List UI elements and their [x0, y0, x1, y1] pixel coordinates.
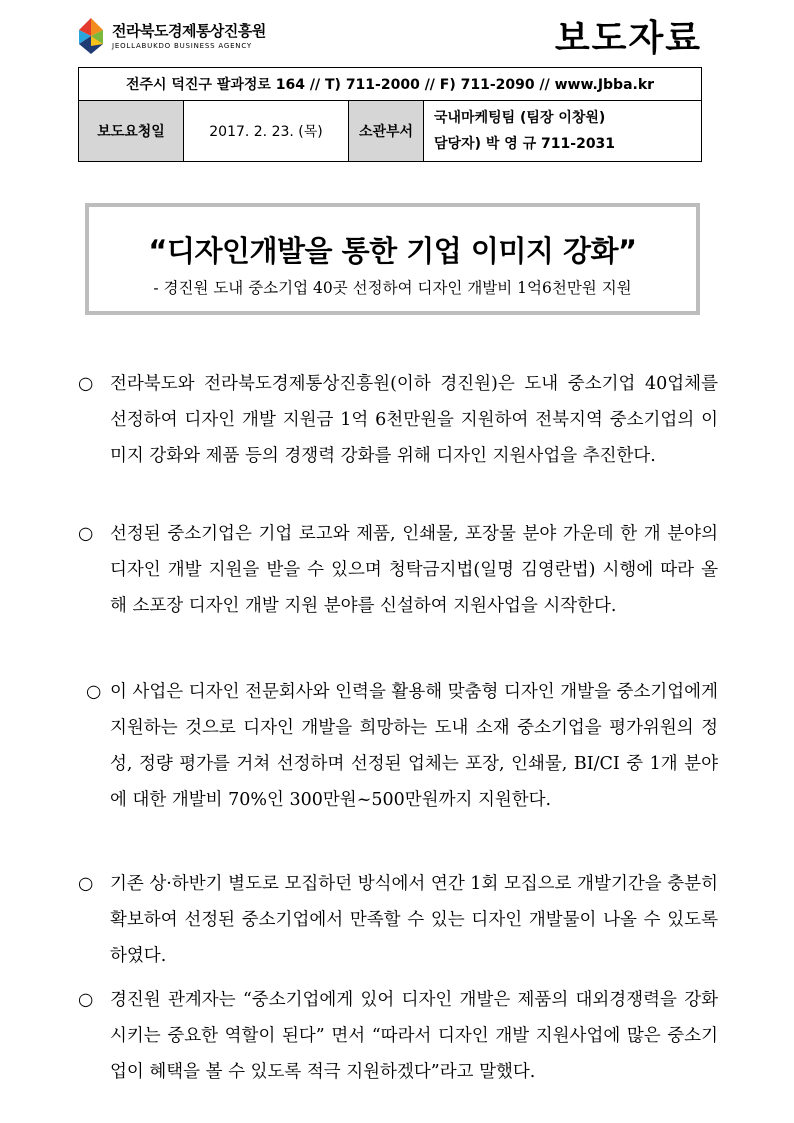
paragraph-text: 전라북도와 전라북도경제통상진흥원(이하 경진원)은 도내 중소기업 40업체를 선정하여 디자인 개발 지원금 1억 6천만원을 지원하여 전북지역 중소기업의 이미지 강화와 제품 등의 경쟁력 강화를 위해 디자인 지원사업을 추진한다. — [110, 374, 718, 466]
department-team: 국내마케팅팀 (팀장 이창원) — [434, 110, 606, 126]
paragraph — [78, 982, 718, 1090]
paragraph — [78, 866, 718, 974]
headline-box — [85, 203, 700, 315]
headline-subtitle: - 경진원 도내 중소기업 40곳 선정하여 디자인 개발비 1억6천만원 지원 — [153, 279, 632, 297]
paragraph-text: 이 사업은 디자인 전문회사와 인력을 활용해 맞춤형 디자인 개발을 중소기업에게 지원하는 것으로 디자인 개발을 희망하는 도내 소재 중소기업을 평가위원의 정성, 정량 평가를 거쳐 선정하며 선정된 업체는 포장, 인쇄물, BI/CI 중 1개 분야에 대한 개발비 70%인 300만원~500만원까지 지원한다. — [110, 682, 718, 810]
press-info-table — [78, 67, 702, 162]
headline-title: “디자인개발을 통한 기업 이미지 강화” — [148, 234, 637, 268]
paragraph — [78, 674, 718, 818]
org-name-en: JEOLLABUKDO BUSINESS AGENCY — [112, 42, 252, 50]
paragraph — [78, 366, 718, 474]
bullet-icon: ○ — [78, 374, 94, 394]
org-logo-icon — [76, 16, 106, 56]
paragraph-text: 선정된 중소기업은 기업 로고와 제품, 인쇄물, 포장물 분야 가운데 한 개 분야의 디자인 개발 지원을 받을 수 있으며 청탁금지법(일명 김영란법) 시행에 따라 올해 소포장 디자인 개발 지원 분야를 신설하여 지원사업을 시작한다. — [110, 524, 718, 616]
department-contact: 담당자) 박 영 규 711-2031 — [434, 136, 616, 152]
paragraph-text: 경진원 관계자는 “중소기업에게 있어 디자인 개발은 제품의 대외경쟁력을 강화시키는 중요한 역할이 된다” 면서 “따라서 디자인 개발 지원사업에 많은 중소기업이 혜택을 볼 수 있도록 적극 지원하겠다”라고 말했다. — [110, 990, 718, 1082]
org-name: 전라북도경제통상진흥원 — [112, 22, 266, 40]
bullet-icon: ○ — [78, 524, 94, 544]
paragraph-text: 기존 상·하반기 별도로 모집하던 방식에서 연간 1회 모집으로 개발기간을 충분히 확보하여 선정된 중소기업에서 만족할 수 있는 디자인 개발물이 나올 수 있도록 하였다. — [110, 874, 718, 966]
doc-type-title: 보도자료 — [554, 18, 702, 59]
request-date-label: 보도요청일 — [79, 101, 184, 162]
department-info — [424, 101, 702, 162]
bullet-icon: ○ — [78, 874, 94, 894]
paragraph — [78, 516, 718, 624]
bullet-icon: ○ — [78, 990, 94, 1010]
request-date-value: 2017. 2. 23. (목) — [184, 101, 349, 162]
contact-address-line: 전주시 덕진구 팔과정로 164 // T) 711-2000 // F) 711-2090 // www.Jbba.kr — [79, 68, 702, 101]
department-label: 소관부서 — [349, 101, 424, 162]
bullet-icon: ○ — [86, 682, 102, 702]
org-logo — [76, 14, 286, 62]
